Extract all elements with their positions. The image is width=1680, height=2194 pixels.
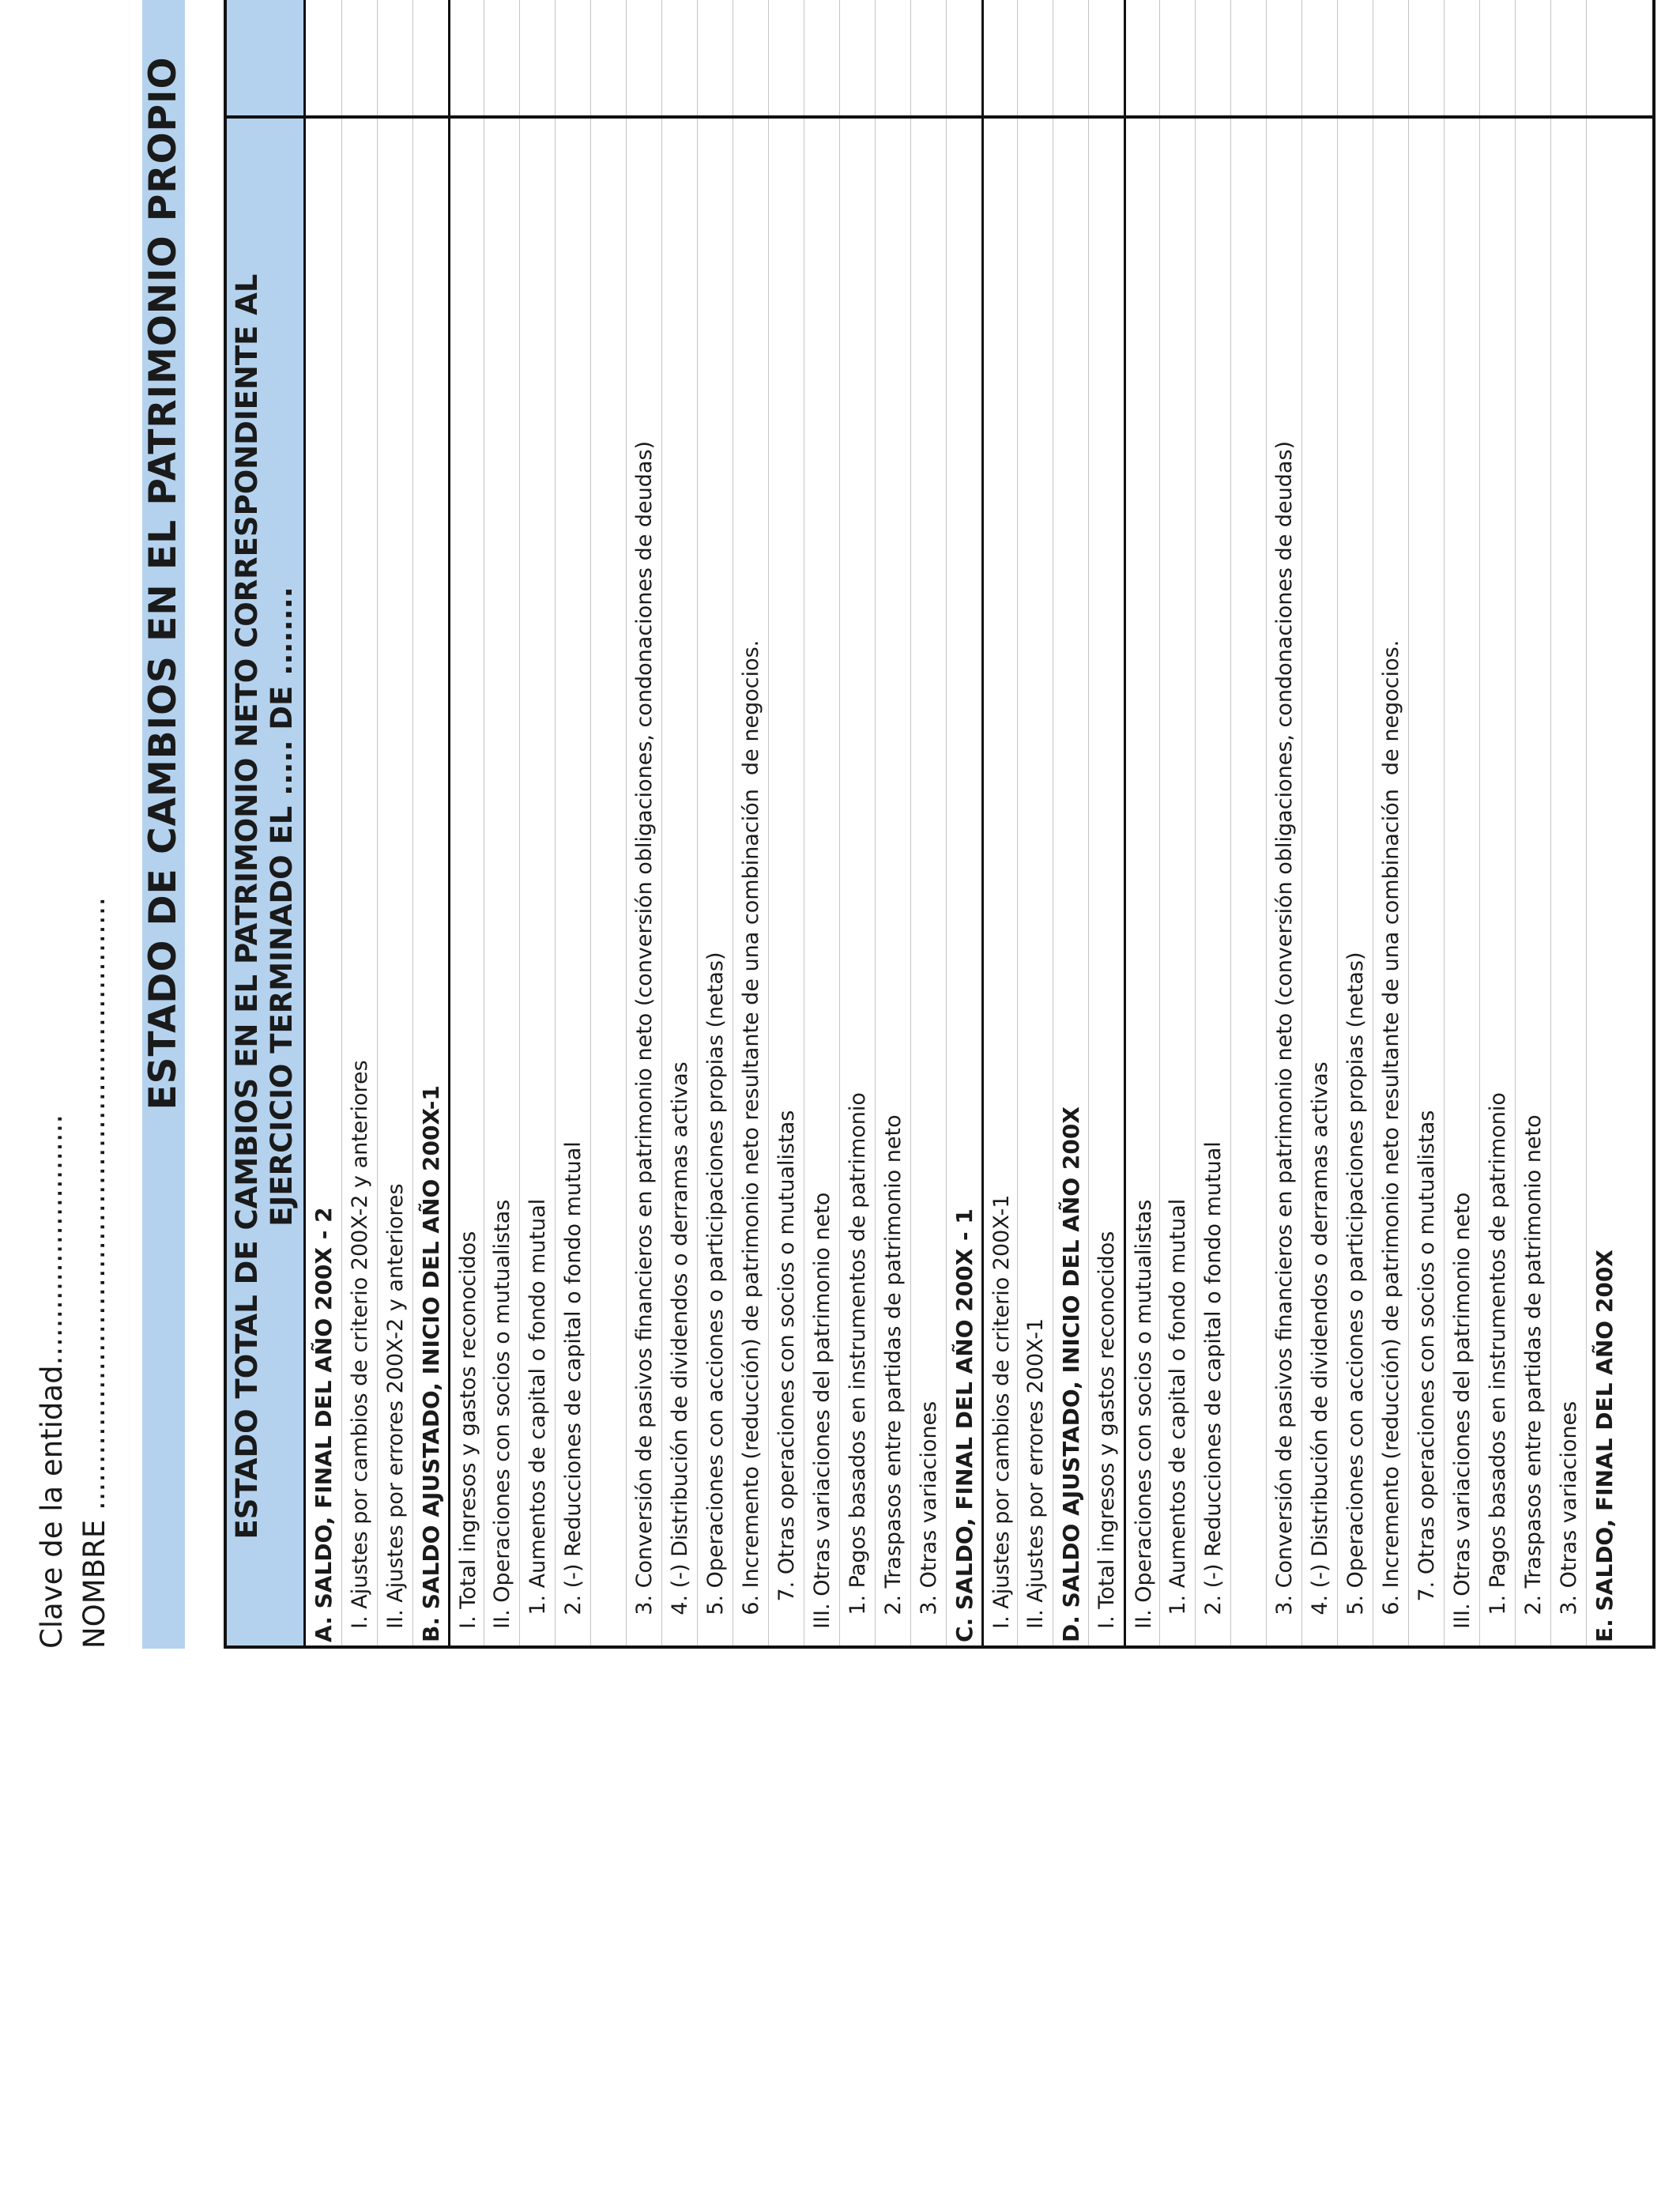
table-row [555,0,591,1646]
total-cell[interactable] [1338,0,1373,115]
total-cell[interactable] [769,0,804,115]
table-row [1053,0,1089,1646]
table-header [227,0,306,1646]
row-label: I. Ajustes por cambios de criterio 200X-2 y anteriores [348,1060,372,1642]
total-cell[interactable] [804,0,840,115]
row-label: E. SALDO, FINAL DEL AÑO 200X [1591,1250,1618,1642]
table-row [910,0,947,1646]
table-row [1408,0,1445,1646]
total-cell[interactable] [1445,0,1480,115]
row-label: 2. Traspasos entre partidas de patrimonio neto [1521,1114,1546,1642]
total-cell[interactable] [1126,0,1162,115]
row-label: 3. Otras variaciones [917,1400,941,1642]
table-row [875,0,911,1646]
row-label: 6. Incremento (reducción) de patrimonio neto resultante de una combinación de negocios. [1379,639,1403,1642]
total-cell[interactable] [1409,0,1445,115]
row-label: II. Ajustes por errores 200X-2 y anteriores [383,1183,408,1642]
row-label: II. Operaciones con socios o mutualistas [1132,1199,1156,1642]
page-title: ESTADO DE CAMBIOS EN EL PATRIMONIO PROPIO [142,0,185,1649]
row-label: 4. (-) Distribución de dividendos o derramas activas [1308,1061,1332,1642]
total-cell[interactable] [342,0,378,115]
total-cell[interactable] [520,0,556,115]
row-label: A. SALDO, FINAL DEL AÑO 200X - 2 [311,1207,337,1642]
nombre-field[interactable]: NOMBRE .................................................................. [77,896,111,1649]
row-label: 1. Aumentos de capital o fondo mutual [1166,1198,1190,1642]
table-row [306,0,341,1646]
total-cell[interactable] [840,0,876,115]
row-label: I. Ajustes por cambios de criterio 200X-1 [989,1194,1014,1642]
total-cell[interactable] [627,0,662,115]
table-row [590,0,627,1646]
total-cell[interactable] [698,0,733,115]
total-cell[interactable] [413,0,449,115]
table-row [519,0,556,1646]
total-cell[interactable] [1551,0,1587,115]
table-row [981,0,1019,1646]
total-cell[interactable] [1302,0,1338,115]
total-cell[interactable] [1018,0,1053,115]
row-label: 3. Conversión de pasivos financieros en patrimonio neto (conversión obligaciones, condonaciones de deudas) [1272,440,1297,1642]
table-row [1586,0,1622,1646]
row-label: C. SALDO, FINAL DEL AÑO 200X - 1 [951,1208,977,1642]
table-row [484,0,520,1646]
total-cell[interactable] [591,0,627,115]
total-cell[interactable] [1480,0,1516,115]
concept-column-header [230,175,299,1638]
total-cell[interactable] [1089,0,1124,115]
row-label: I. Total ingresos y gastos reconocidos [1094,1231,1119,1642]
row-label: 3. Otras variaciones [1557,1400,1581,1642]
total-cell[interactable] [1160,0,1196,115]
total-column-header [227,0,303,116]
row-label: 6. Incremento (reducción) de patrimonio neto resultante de una combinación de negocios. [739,639,763,1642]
table-row [768,0,804,1646]
row-label: 7. Otras operaciones con socios o mutualistas [774,1110,799,1642]
column-divider [227,115,1652,119]
table-row [1373,0,1409,1646]
row-label: 2. (-) Reducciones de capital o fondo mutual [1201,1141,1226,1642]
total-cell[interactable] [947,0,982,115]
table-row [1301,0,1338,1646]
row-label: II. Operaciones con socios o mutualistas [490,1199,514,1642]
row-label: I. Total ingresos y gastos reconocidos [456,1231,480,1642]
row-label: D. SALDO AJUSTADO, INICIO DEL AÑO 200X [1058,1106,1084,1642]
total-cell[interactable] [1053,0,1089,115]
header-line-1: ESTADO TOTAL DE CAMBIOS EN EL PATRIMONIO NETO CORRESPONDIENTE AL [230,273,264,1540]
total-cell[interactable] [876,0,911,115]
total-cell[interactable] [1196,0,1231,115]
table-row [1337,0,1373,1646]
table-row [839,0,876,1646]
total-cell[interactable] [556,0,591,115]
row-label: 5. Operaciones con acciones o participaciones propias (netas) [1343,952,1368,1642]
row-label: 1. Aumentos de capital o fondo mutual [525,1198,550,1642]
table-row [1159,0,1196,1646]
statement-table [224,0,1656,1649]
total-cell[interactable] [911,0,947,115]
table-row [661,0,698,1646]
table-row [1444,0,1480,1646]
total-cell[interactable] [306,0,341,115]
header-line-2: EJERCICIO TERMINADO EL ..... DE ........ [265,586,299,1227]
row-label: 4. (-) Distribución de dividendos o derramas activas [668,1061,692,1642]
table-row [1515,0,1551,1646]
table-row [341,0,378,1646]
total-cell[interactable] [1373,0,1409,115]
table-row [946,0,982,1646]
table-row [1479,0,1516,1646]
table-row [626,0,662,1646]
table-row [1124,0,1162,1646]
clave-entidad-field[interactable]: Clave de la entidad........................... [35,1114,69,1649]
table-row [412,0,449,1646]
row-label: III. Otras variaciones del patrimonio neto [810,1192,834,1642]
total-cell[interactable] [662,0,698,115]
table-row [1088,0,1124,1646]
table-row [1195,0,1231,1646]
table-row [377,0,413,1646]
row-label: II. Ajustes por errores 200X-1 [1023,1318,1048,1642]
row-label: 1. Pagos basados en instrumentos de patrimonio [1486,1092,1510,1642]
total-cell[interactable] [484,0,520,115]
row-label: 2. Traspasos entre partidas de patrimonio neto [881,1114,906,1642]
row-label: 1. Pagos basados en instrumentos de patrimonio [846,1092,870,1642]
total-cell[interactable] [984,0,1019,115]
table-row [1550,0,1587,1646]
total-cell[interactable] [1516,0,1551,115]
row-label: 7. Otras operaciones con socios o mutualistas [1414,1110,1439,1642]
total-cell[interactable] [733,0,769,115]
row-label: B. SALDO AJUSTADO, INICIO DEL AÑO 200X-1 [418,1085,444,1642]
total-cell[interactable] [378,0,413,115]
table-row [804,0,840,1646]
table-row [448,0,486,1646]
row-label: 3. Conversión de pasivos financieros en patrimonio neto (conversión obligaciones, condonaciones de deudas) [632,440,657,1642]
table-row [1017,0,1053,1646]
row-label: 5. Operaciones con acciones o participaciones propias (netas) [703,952,728,1642]
total-cell[interactable] [1267,0,1302,115]
total-cell[interactable] [1231,0,1267,115]
row-label: 2. (-) Reducciones de capital o fondo mutual [561,1141,586,1642]
table-row [733,0,769,1646]
table-row [1230,0,1267,1646]
table-row [697,0,733,1646]
total-cell[interactable] [450,0,486,115]
total-cell[interactable] [1587,0,1622,115]
table-row [1266,0,1302,1646]
row-label: III. Otras variaciones del patrimonio neto [1450,1192,1475,1642]
